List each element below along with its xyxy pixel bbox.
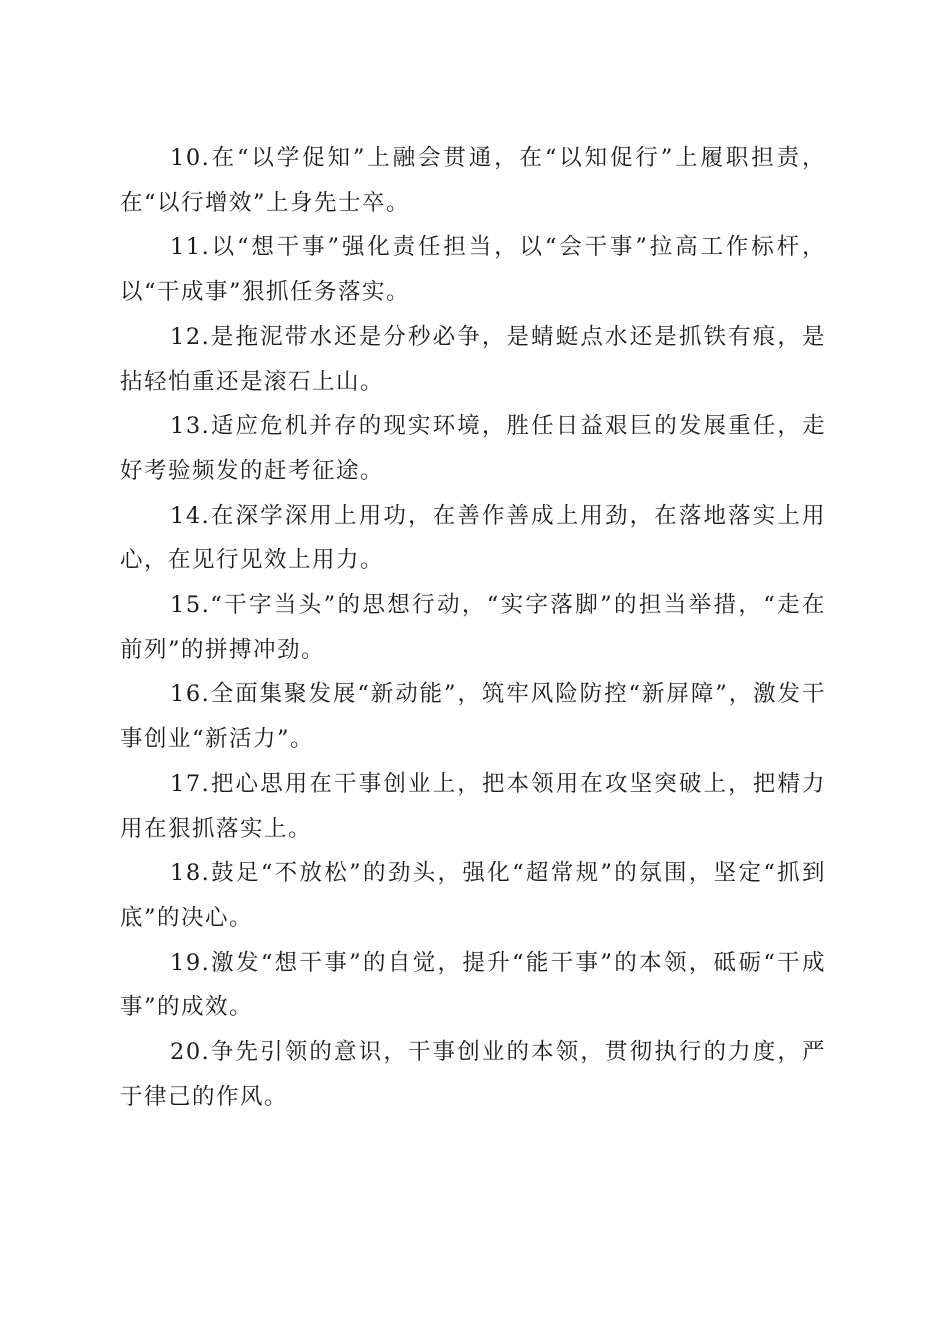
list-item	[120, 315, 826, 404]
item-text: 激发“想干事”的自觉，提升“能干事”的本领，砥砺“干成事”的成效。	[120, 949, 826, 1021]
list-item	[120, 762, 826, 851]
item-text: 在深学深用上用功，在善作善成上用劲，在落地落实上用心，在见行见效上用力。	[120, 502, 826, 574]
item-number: 10.	[170, 145, 211, 171]
item-number: 17.	[170, 770, 211, 797]
list-item	[120, 941, 826, 1030]
item-text: 全面集聚发展“新动能”，筑牢风险防控“新屏障”，激发干事创业“新活力”。	[120, 681, 826, 753]
item-text: 是拖泥带水还是分秒必争，是蜻蜓点水还是抓铁有痕，是拈轻怕重还是滚石上山。	[120, 323, 826, 395]
item-text: 适应危机并存的现实环境，胜任日益艰巨的发展重任，走好考验频发的赶考征途。	[120, 413, 826, 484]
item-number: 15.	[170, 592, 211, 619]
item-text: 在“以学促知”上融会贯通，在“以知促行”上履职担责，在“以行增效”上身先士卒。	[120, 145, 826, 216]
list-item	[120, 583, 826, 672]
item-number: 12.	[170, 323, 211, 350]
list-item	[120, 136, 826, 225]
item-text: 以“想干事”强化责任担当，以“会干事”拉高工作标杆，以“干成事”狠抓任务落实。	[120, 234, 826, 306]
item-number: 11.	[170, 234, 211, 261]
item-text: 争先引领的意识，干事创业的本领，贯彻执行的力度，严于律己的作风。	[120, 1039, 826, 1110]
item-number: 18.	[170, 860, 211, 887]
list-item	[120, 404, 826, 493]
list-item	[120, 672, 826, 761]
item-text: “干字当头”的思想行动，“实字落脚”的担当举措，“走在前列”的拼搏冲劲。	[120, 592, 826, 663]
item-text: 鼓足“不放松”的劲头，强化“超常规”的氛围，坚定“抓到底”的决心。	[120, 860, 826, 931]
list-item	[120, 851, 826, 940]
item-number: 16.	[170, 681, 211, 708]
item-number: 20.	[170, 1039, 211, 1066]
item-number: 14.	[170, 502, 211, 529]
item-text: 把心思用在干事创业上，把本领用在攻坚突破上，把精力用在狠抓落实上。	[120, 770, 826, 842]
list-item	[120, 494, 826, 583]
document-body	[120, 136, 826, 1119]
list-item	[120, 1030, 826, 1119]
item-number: 13.	[170, 413, 211, 440]
item-number: 19.	[170, 949, 211, 976]
list-item	[120, 225, 826, 314]
